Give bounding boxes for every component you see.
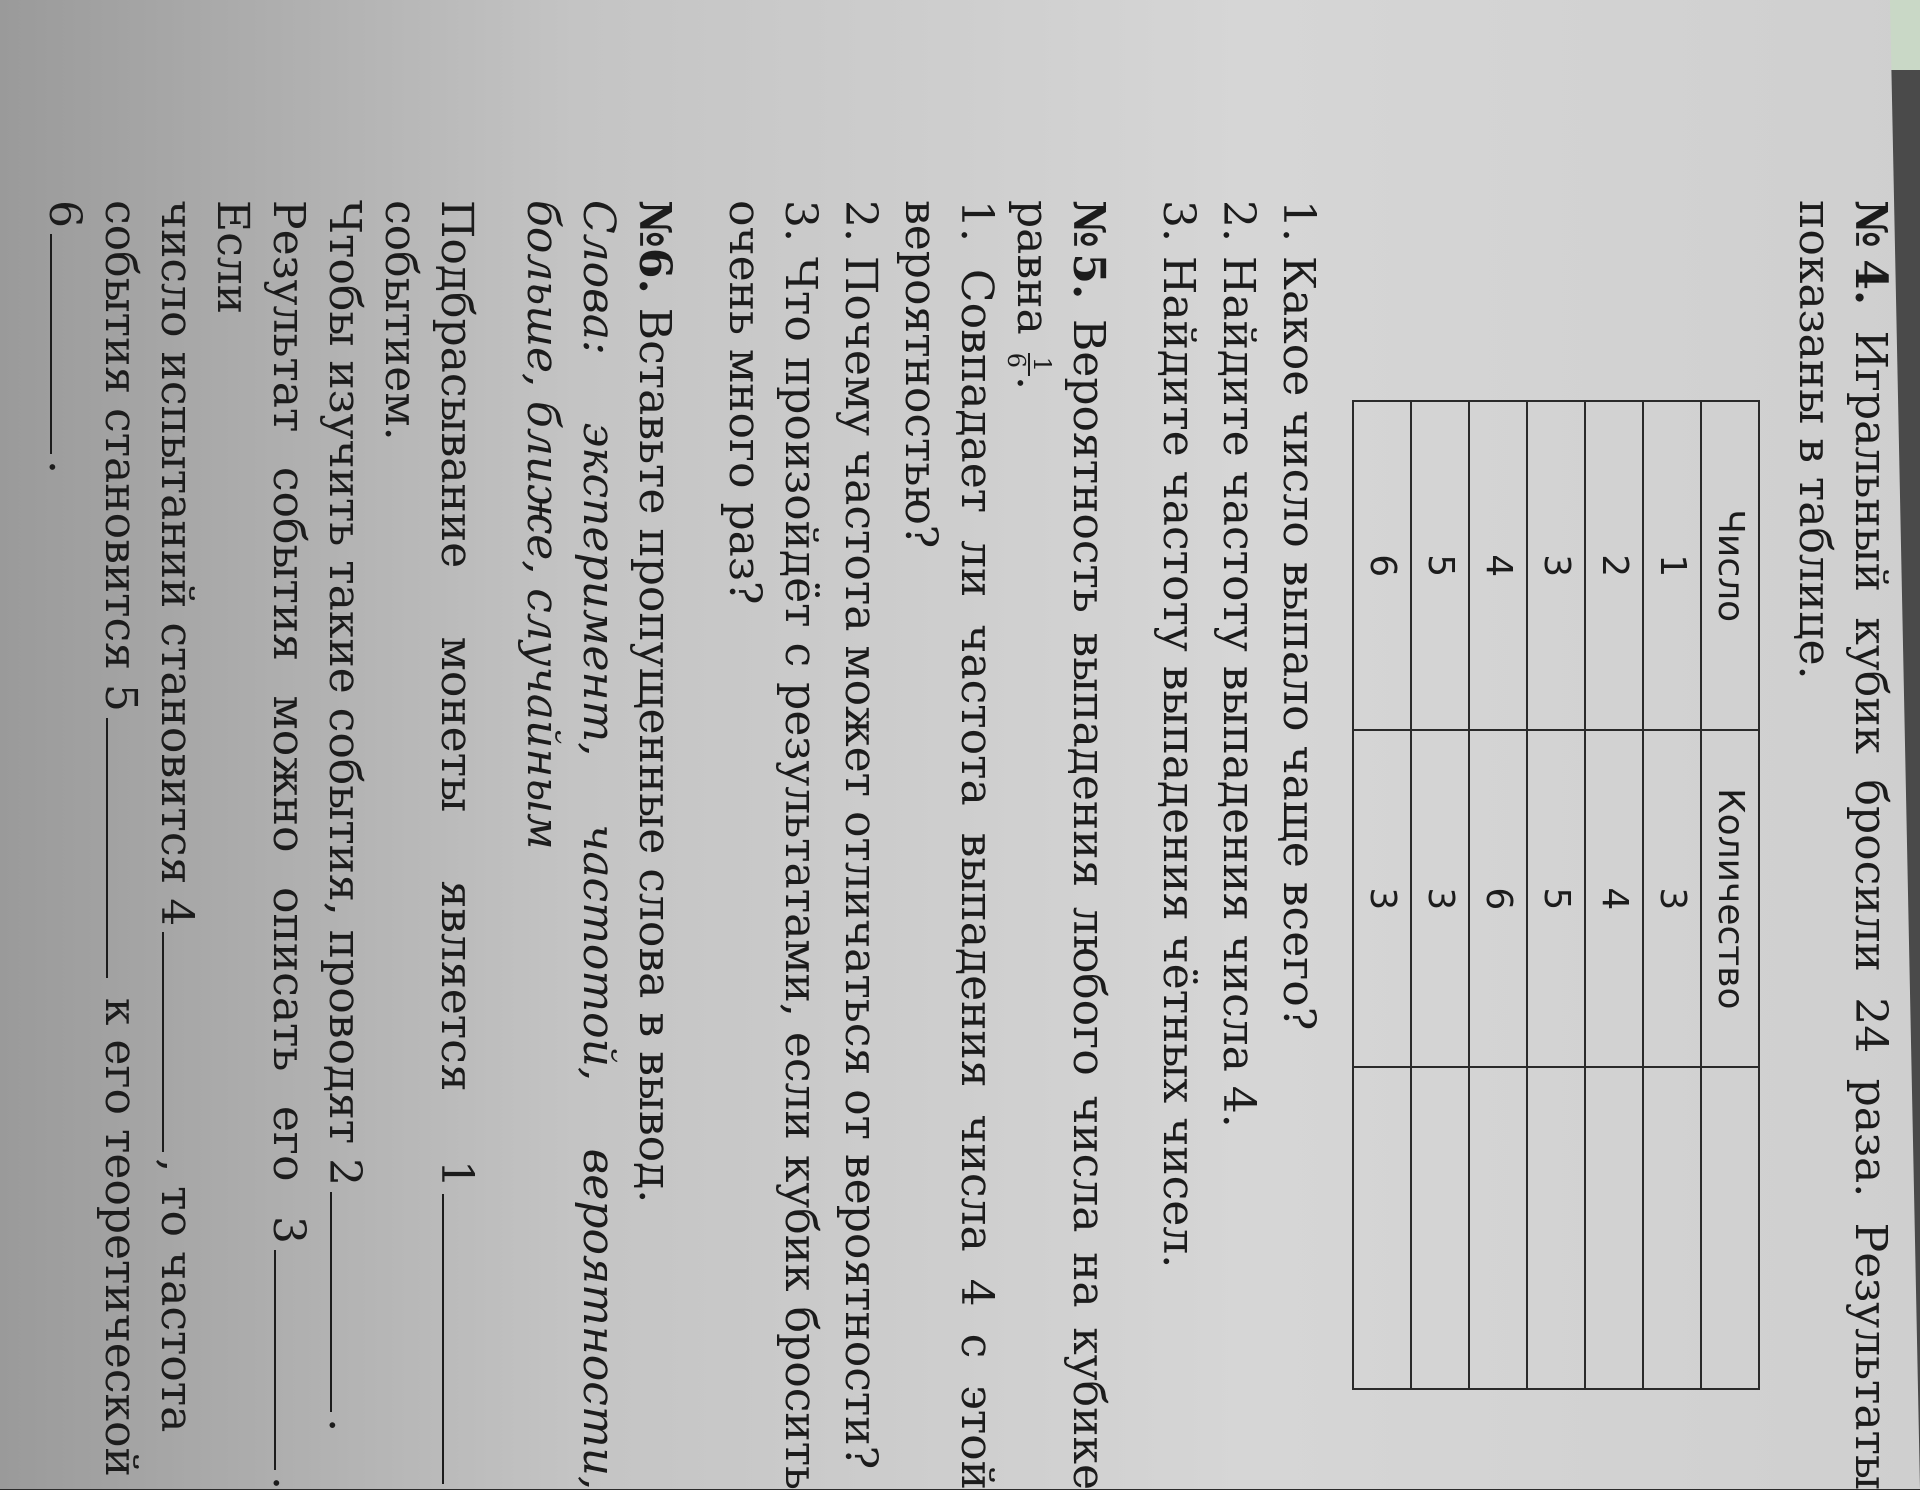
conclusion-text [36, 200, 484, 1490]
table-cell [1469, 1067, 1527, 1389]
list-item: 2. Найдите частоту выпадения числа 4. [1213, 200, 1264, 1128]
table-cell: 6 [1469, 730, 1527, 1067]
task6-words [514, 200, 626, 1490]
task4-title [1786, 200, 1898, 1490]
words-label: Слова: [573, 200, 624, 355]
task4-number: №4. [1845, 200, 1896, 306]
list-item: 1. Совпадает ли частота выпадения числа 4 с этой вероятностью? [895, 200, 1002, 1490]
conclusion-line4: число испытаний становится 4 [151, 200, 202, 927]
table-cell [1527, 1067, 1585, 1389]
conclusion-line1-end: событием. [375, 200, 426, 441]
list-item: 1. Какое число выпало чаще всего? [1273, 200, 1324, 1031]
table-header-number: Число [1701, 401, 1759, 730]
conclusion-line6: 6 [39, 200, 90, 228]
blank-5[interactable] [106, 718, 108, 978]
task6-number: №6. [629, 200, 680, 294]
conclusion-line2: Чтобы изучить такие события, проводят 2 [319, 200, 370, 1187]
list-item: 3. Найдите частоту выпадения чётных чисел. [1153, 200, 1204, 1269]
table-cell: 1 [1643, 401, 1701, 730]
worksheet-content [36, 200, 1898, 1490]
table-cell [1411, 1067, 1469, 1389]
table-header-empty [1701, 1067, 1759, 1389]
fraction-one-sixth [1002, 352, 1057, 376]
conclusion-line3: Результат события можно описать его 3 [263, 200, 314, 1244]
conclusion-line3-end: . Если [207, 200, 314, 1490]
task6-text: Вставьте пропущенные слова в вывод. [629, 307, 680, 1204]
table-cell: 6 [1353, 401, 1411, 730]
task5-number: №5. [1063, 200, 1114, 300]
conclusion-line5: события становится 5 [95, 200, 146, 712]
task5-questions [716, 200, 1004, 1490]
task5-title-end: . [1007, 376, 1058, 391]
table-row [1353, 401, 1411, 1389]
conclusion-line2-end: . [319, 1418, 370, 1433]
fraction-denominator: 6 [1002, 352, 1031, 369]
conclusion-line5-end: к его теоретической [95, 997, 146, 1477]
conclusion-line6-end: . [39, 460, 90, 474]
fraction-numerator: 1 [1029, 353, 1055, 376]
table-cell: 2 [1585, 401, 1643, 730]
blank-2[interactable] [330, 1192, 332, 1412]
results-table [1352, 400, 1760, 1390]
blank-1[interactable] [442, 1194, 444, 1484]
table-row [1469, 401, 1527, 1389]
conclusion-line4-end: , то частота [151, 1158, 202, 1433]
conclusion-line1: Подбрасывание монеты является 1 [431, 200, 482, 1188]
table-cell [1353, 1067, 1411, 1389]
table-cell: 5 [1527, 730, 1585, 1067]
table-cell: 3 [1411, 730, 1469, 1067]
blank-3[interactable] [274, 1250, 276, 1470]
table-cell: 4 [1469, 401, 1527, 730]
blank-4[interactable] [162, 932, 164, 1152]
list-item: 3. Что произойдёт с результатами, если кубик бросить очень много раз? [719, 200, 826, 1490]
table-row [1585, 401, 1643, 1389]
table-cell: 3 [1643, 730, 1701, 1067]
table-cell: 3 [1353, 730, 1411, 1067]
table-cell [1643, 1067, 1701, 1389]
blank-6[interactable] [50, 234, 52, 454]
task6-title [626, 200, 682, 1490]
task5-title [1004, 200, 1116, 1490]
table-cell: 4 [1585, 730, 1643, 1067]
table-header-row [1701, 401, 1759, 1389]
table-row [1643, 401, 1701, 1389]
task4-questions [1150, 200, 1326, 1490]
task5-text: Вероятность выпадения любого числа на кубике равна [1007, 200, 1114, 1490]
table-cell: 5 [1411, 401, 1469, 730]
table-cell [1585, 1067, 1643, 1389]
table-row [1527, 401, 1585, 1389]
list-item: 2. Почему частота может отличаться от вероятности? [835, 200, 886, 1470]
table-header-count: Количество [1701, 730, 1759, 1067]
table-row [1411, 401, 1469, 1389]
task4-text: Игральный кубик бросили 24 раза. Результаты показаны в таблице. [1789, 200, 1896, 1490]
words-list: эксперимент, частотой, вероятности, больше, ближе, случайным [517, 200, 624, 1490]
table-cell: 3 [1527, 401, 1585, 730]
